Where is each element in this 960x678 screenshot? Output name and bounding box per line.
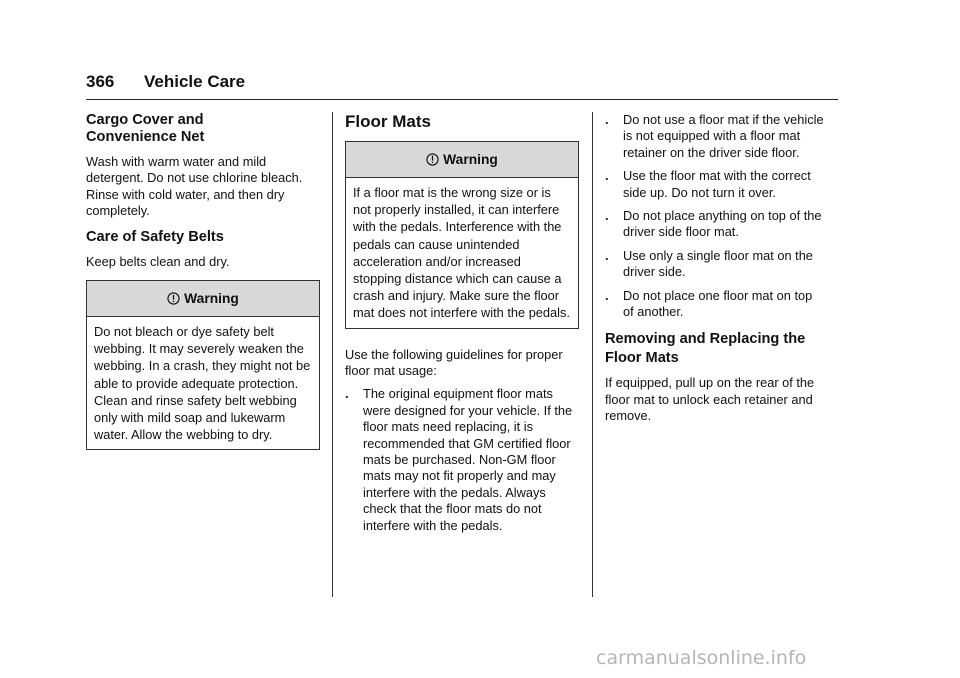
bullet-text: Do not use a floor mat if the vehicle is not equipped with a floor mat retainer on the driver side floor. (623, 112, 824, 160)
bullet-text: Use the floor mat with the correct side up. Do not turn it over. (623, 168, 811, 200)
bullet-text: Do not place one floor mat on top of another. (623, 287, 813, 320)
watermark: carmanualsonline.info (596, 647, 807, 669)
warning-title: Warning (184, 291, 239, 307)
bullet-text: Do not place anything on top of the driver side floor mat. (623, 208, 822, 240)
bullet-text: Use only a single floor mat on the driver side. (623, 247, 813, 280)
bullet-mark: . (605, 208, 609, 224)
warning-title: Warning (443, 152, 498, 167)
warning-header (346, 142, 578, 178)
removing-heading: Removing and Replacing the Floor Mats (605, 331, 806, 367)
bullet-text: The original equipment floor mats were designed for your vehicle. If the floor mats need replacing, it is recommended that GM certified floor mats be purchased. Non-GM floor mats may not fit properly and may interfere with the pedals. Always check that the floor mats do not interfere with the pedals. (363, 386, 573, 533)
bullet-mark: . (605, 168, 609, 184)
list-item (345, 386, 579, 534)
bullet-mark: . (605, 287, 609, 303)
list-item (605, 288, 840, 321)
floor-mats-warning-box (345, 141, 579, 329)
warning-header (87, 281, 319, 317)
belts-text: Keep belts clean and dry. (86, 253, 230, 269)
belts-heading: Care of Safety Belts (86, 228, 224, 245)
column-divider (592, 112, 593, 597)
list-item (605, 208, 840, 241)
belts-warning-box (86, 280, 320, 450)
bullet-mark: . (605, 112, 609, 127)
warning-icon (167, 292, 180, 305)
column-divider (332, 112, 333, 597)
list-item (605, 168, 840, 201)
column-2 (345, 112, 579, 534)
page-number: 366 (86, 72, 115, 91)
section-title: Vehicle Care (144, 72, 246, 91)
list-item (605, 248, 840, 281)
bullet-mark: . (605, 247, 609, 263)
cargo-text: Wash with warm water and mild detergent. Do not use chlorine bleach. Rinse with cold water, and then dry completely. (86, 154, 303, 219)
warning-icon (426, 153, 439, 166)
removing-text: If equipped, pull up on the rear of the floor mat to unlock each retainer and remove. (605, 375, 815, 424)
bullet-mark: . (345, 386, 349, 402)
column-1 (86, 112, 320, 450)
warning-text: If a floor mat is the wrong size or is not properly installed, it can interfere with the pedals. Interference with the pedals can cause unintended acceleration and/or increased stopping distance which can cause a crash and injury. Make sure the floor mat does not interfere with the pedals. (353, 185, 570, 321)
floor-mats-intro: Use the following guidelines for proper floor mat usage: (345, 346, 563, 379)
floor-mats-heading: Floor Mats (345, 112, 431, 131)
warning-text: Do not bleach or dye safety belt webbing. It may severely weaken the webbing. In a crash, they might not be able to provide adequate protection. Clean and rinse safety belt webbing only with mild soap and lukewarm water. Allow the webbing to dry. (94, 324, 311, 443)
cargo-heading: Cargo Cover and Convenience Net (86, 112, 205, 145)
page-header (86, 68, 838, 100)
column-3 (605, 112, 840, 425)
list-item (605, 112, 840, 161)
